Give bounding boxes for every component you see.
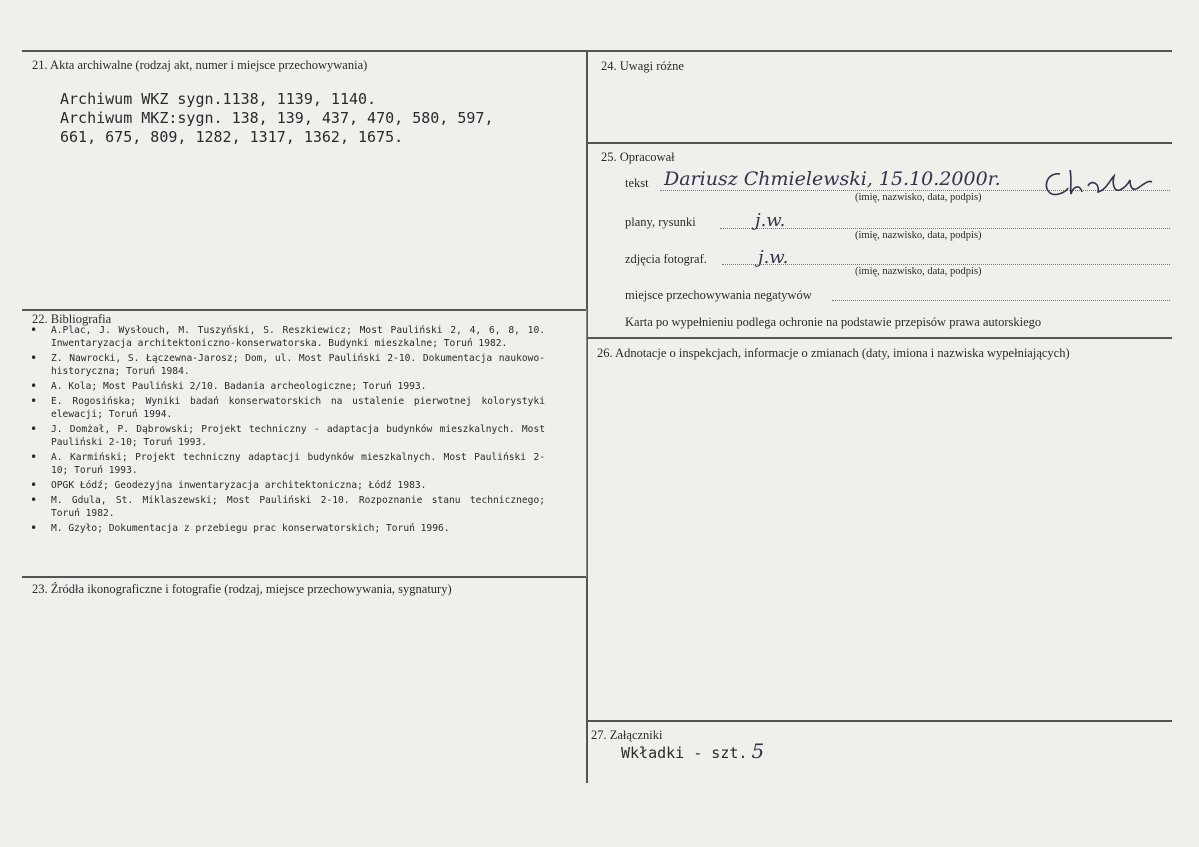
top-border [22,50,1172,52]
plany-caption: (imię, nazwisko, data, podpis) [855,230,982,241]
attachments-count: 5 [751,739,765,763]
bibliography-item: • E. Rogosińska; Wyniki badań konserwatorskich na ustalenie pierwotnej kolorystyki elewacji; Toruń 1994. [30,395,545,421]
section-21-title: 21. Akta archiwalne (rodzaj akt, numer i miejsce przechowywania) [32,58,368,72]
divider-24-25 [587,142,1172,144]
bibliography-item: • A.Plac, J. Wysłouch, M. Tuszyński, S. Reszkiewicz; Most Pauliński 2, 4, 6, 8, 10. Inwentaryzacja architektoniczno-konserwatorska. Budynki mieszkalne; Toruń 1982. [30,324,545,350]
section-26-title: 26. Adnotacje o inspekcjach, informacje o zmianach (daty, imiona i nazwiska wypełniających) [597,346,1070,360]
zdjecia-handwritten: j.w. [758,247,789,268]
bibliography-item: • M. Gdula, St. Miklaszewski; Most Pauliński 2-10. Rozpoznanie stanu technicznego; Toruń 1982. [30,494,545,520]
signature [1040,166,1155,200]
plany-label: plany, rysunki [625,215,696,229]
zdjecia-line [722,264,1170,265]
divider-26-27 [587,720,1172,722]
archive-line: Archiwum MKZ:sygn. 138, 139, 437, 470, 580, 597, [60,109,494,127]
plany-handwritten: j.w. [755,210,786,231]
signature-mark [1040,166,1155,200]
section-22-title: 22. Bibliografia [32,312,112,326]
copyright-note: Karta po wypełnieniu podlega ochronie na podstawie przepisów prawa autorskiego [625,315,1042,329]
section-23-title: 23. Źródła ikonograficzne i fotografie (rodzaj, miejsce przechowywania, sygnatury) [32,582,452,596]
bibliography-item: • A. Karmiński; Projekt techniczny adaptacji budynków mieszkalnych. Most Pauliński 2-10; Toruń 1993. [30,451,545,477]
negatywy-label: miejsce przechowywania negatywów [625,288,812,302]
negatywy-line [832,300,1170,301]
tekst-label: tekst [625,176,649,190]
bibliography-item: • A. Kola; Most Pauliński 2/10. Badania archeologiczne; Toruń 1993. [30,380,545,393]
archive-records [60,90,493,147]
divider-22-23 [22,576,587,578]
archive-line: 661, 675, 809, 1282, 1317, 1362, 1675. [60,128,404,146]
bibliography-item: • M. Gzyło; Dokumentacja z przebiegu prac konserwatorskich; Toruń 1996. [30,522,545,535]
section-27-title: 27. Załączniki [591,728,663,742]
bibliography-item: • J. Domżał, P. Dąbrowski; Projekt techniczny - adaptacja budynków mieszkalnych. Most Pauliński 2-10; Toruń 1993. [30,423,545,449]
section-24-title: 24. Uwagi różne [601,59,684,73]
bibliography-list [30,324,590,537]
tekst-caption: (imię, nazwisko, data, podpis) [855,192,982,203]
archive-line: Archiwum WKZ sygn.1138, 1139, 1140. [60,90,377,108]
zdjecia-caption: (imię, nazwisko, data, podpis) [855,266,982,277]
divider-21-22 [22,309,587,311]
attachments-label: Wkładki - szt. [621,744,748,762]
tekst-handwritten: Dariusz Chmielewski, 15.10.2000r. [664,168,1001,190]
section-25-title: 25. Opracował [601,150,675,164]
plany-line [720,228,1170,229]
zdjecia-label: zdjęcia fotograf. [625,252,707,266]
bibliography-item: • Z. Nawrocki, S. Łączewna-Jarosz; Dom, ul. Most Pauliński 2-10. Dokumentacja naukowo-historyczna; Toruń 1984. [30,352,545,378]
divider-25-26 [587,337,1172,339]
attachments-value [621,739,764,763]
bibliography-item: • OPGK Łódź; Geodezyjna inwentaryzacja architektoniczna; Łódź 1983. [30,479,545,492]
